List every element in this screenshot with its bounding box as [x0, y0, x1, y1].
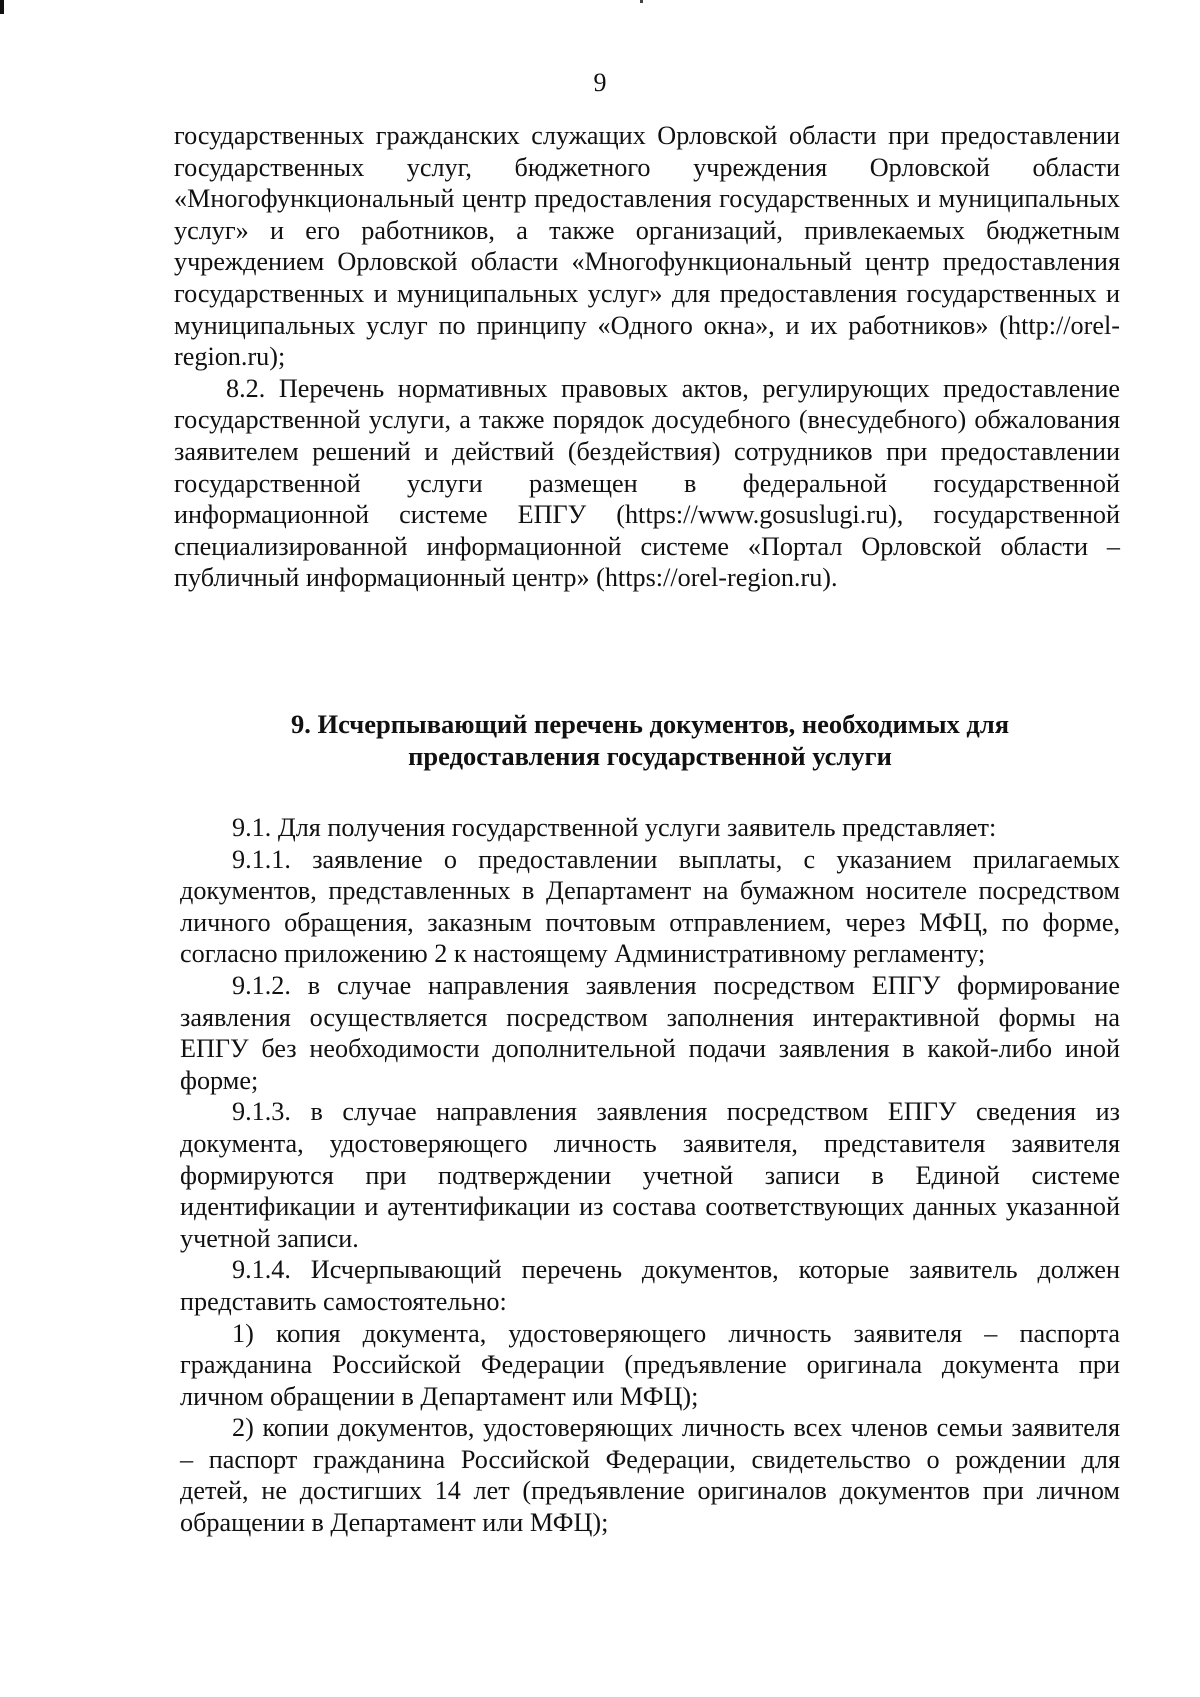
paragraph-9-1: 9.1. Для получения государственной услуги заявитель представляет:	[232, 813, 997, 842]
page-number: 9	[593, 68, 607, 97]
list-item-2: 2) копии документов, удостоверяющих личность всех членов семьи заявителя – паспорт гражданина Российской Федерации, свидетельство о рождении для детей, не достигших 14 лет (предъявление оригиналов документов при личном обращении в Департамент или МФЦ);	[180, 1413, 1120, 1538]
section-9-heading-line1: 9. Исчерпывающий перечень документов, необходимых для	[290, 709, 1010, 739]
paragraph-9-1-4: 9.1.4. Исчерпывающий перечень документов, которые заявитель должен представить самостоятельно:	[180, 1255, 1120, 1316]
paragraph-8-2: 8.2. Перечень нормативных правовых актов, регулирующих предоставление государственной услуги, а также порядок досудебного (внесудебного) обжалования заявителем решений и действий (бездействия) сотрудников при предоставлении государственной услуги размещен в федеральной государственной информационной системе ЕПГУ (https://www.gosuslugi.ru), государственной специализированной информационной системе «Портал Орловской области – публичный информационный центр» (https://orel-region.ru).	[174, 373, 1120, 593]
paragraph-9-1-2: 9.1.2. в случае направления заявления посредством ЕПГУ формирование заявления осуществляется посредством заполнения интерактивной формы на ЕПГУ без необходимости дополнительной подачи заявления в какой-либо иной форме;	[180, 970, 1120, 1095]
paragraph-8-1-continuation: государственных гражданских служащих Орловской области при предоставлении государственных услуг, бюджетного учреждения Орловской области «Многофункциональный центр предоставления государственных и муниципальных услуг» и его работников, а также организаций, привлекаемых бюджетным учреждением Орловской области «Многофункциональный центр предоставления государственных и муниципальных услуг» для предоставления государственных и муниципальных услуг по принципу «Одного окна», и их работников» (http://orel-region.ru);	[174, 121, 1120, 372]
scan-artifact-mark	[0, 0, 4, 14]
section-9-text	[180, 812, 1120, 1539]
scan-artifact-dot	[640, 0, 643, 3]
paragraph-9-1-3: 9.1.3. в случае направления заявления посредством ЕПГУ сведения из документа, удостоверяющего личность заявителя, представителя заявителя формируются при подтверждении учетной записи в Единой системе идентификации и аутентификации из состава соответствующих данных указанной учетной записи.	[180, 1097, 1120, 1253]
section-8-text	[174, 120, 1120, 594]
list-item-1: 1) копия документа, удостоверяющего личность заявителя – паспорта гражданина Российской Федерации (предъявление оригинала документа при личном обращении в Департамент или МФЦ);	[180, 1318, 1120, 1411]
section-9-heading-line2: предоставления государственной услуги	[408, 741, 892, 771]
paragraph-9-1-1: 9.1.1. заявление о предоставлении выплаты, с указанием прилагаемых документов, представленных в Департамент на бумажном носителе посредством личного обращения, заказным почтовым отправлением, через МФЦ, по форме, согласно приложению 2 к настоящему Административному регламенту;	[180, 844, 1120, 969]
section-9-heading	[180, 708, 1120, 772]
